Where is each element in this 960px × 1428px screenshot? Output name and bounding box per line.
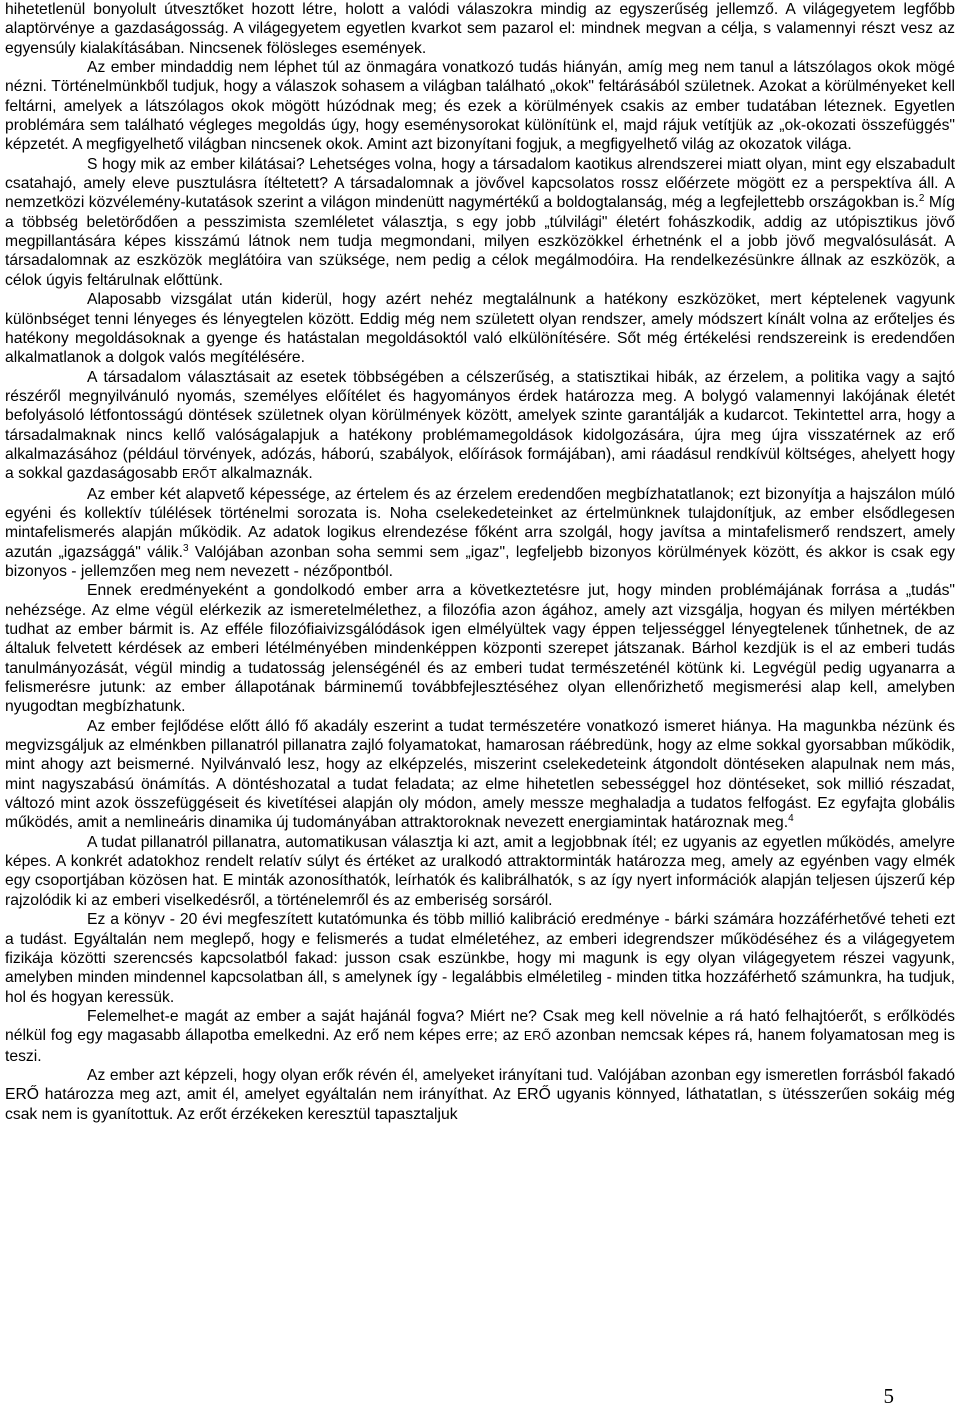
paragraph-text: Az ember két alapvető képessége, az értelem és az érzelem eredendően megbízhatatlanok; ezt bizonyítja a hajszálon múló egyéni és kollektív túlélések történelmi sorozata is. Noha cselekedeteinket az értelmünknek tulajdonítjuk, az ember elsődlegesen mintafelismerés alapján működik. Az adatok logikus elrendezése főként arra szolgál, hogy javítsa a mintafelismerő rendszert, amely azután „igazsággá" válik.: [5, 485, 955, 561]
paragraph: [5, 155, 955, 290]
paragraph: A tudat pillanatról pillanatra, automatikusan választja ki azt, amit a legjobbnak ítél; ez ugyanis az egyetlen működés, amelyre képes. A konkrét adatokhoz rendelt relatív súlyt és értéket az uralkodó attraktorminták határozza meg, amely az egyénben vagy elmék egy csoportjában közösen hat. E minták azonosíthatók, leírhatók és kalibrálhatók, s az így nyert információk alapján teljesen újszerű kép rajzolódik ki az emberi viselkedésről, a történelemről és az emberiség sorsáról.: [5, 833, 955, 909]
paragraph-text: Valójában azonban soha semmi sem „igaz", legfeljebb bizonyos körülmények között, és akkor is csak egy bizonyos - jellemzően meg nem nevezett - nézőpontból.: [5, 543, 955, 580]
paragraph: [5, 485, 955, 582]
footnote-ref: 3: [182, 542, 189, 554]
small-caps-word: ERŐT: [182, 467, 217, 482]
paragraph: Alaposabb vizsgálat után kiderül, hogy azért nehéz megtalálnunk a hatékony eszközöket, mert képtelenek vagyunk különbséget tenni lényeges és lényegtelen között. Eddig még nem született olyan rendszer, amely módszert kínált volna az erőteljes és hatékony megoldásoknak a gyenge és hatástalan megoldásoktól való elkülönítésére. Sőt még értékelési rendszereink is eredendően alkalmatlanok a dolgok valós megítélésére.: [5, 291, 955, 367]
paragraph: Ez a könyv - 20 évi megfeszített kutatómunka és több millió kalibráció eredménye - bárki számára hozzáférhetővé teheti ezt a tudást. Egyáltalán nem meglepő, hogy e felismerés a tudat elméletéhez, az emberi idegrendszer működéséhez és a világegyetem fizikája közötti szerencsés kapcsolatból fakad: jusson csak eszünkbe, hogy mi magunk is egy olyan világegyetem részei vagyunk, amelyben minden mindennel kapcsolatban áll, s amelynek így - legalábbis elméletileg - minden titka hozzáférhető számunkra, ha tudjuk, hol és hogyan keressük.: [5, 911, 955, 1006]
paragraph-text: Míg a többség beletörődően a pesszimista szemléletet választja, s egy jobb „túlvilági" életért fohászkodik, addig az utópisztikus jövő megpillantására képes kisszámú látnok nem tudja megmondani, milyen eszközökkel érhetnénk el a jobb jövő megvalósulását. A társadalomnak az eszközök meglátóira van szüksége, nem pedig a célok megálmodóira. Ha rendelkezésünkre állnak az eszközök, a célok úgyis feltárulnak előttünk.: [5, 194, 955, 289]
paragraph-text: Felemelhet-e magát az ember a saját hajánál fogva? Miért ne? Csak meg kell növelnie a rá ható felhajtóerőt, s erőlködés nélkül fog egy magasabb állapotba emelkedni. Az erő nem képes erre; az: [5, 1007, 955, 1045]
footnote-ref: 4: [788, 813, 794, 825]
paragraph: Ennek eredményeként a gondolkodó ember arra a következtetésre jut, hogy minden problémájának forrása a „tudás" nehézsége. Az elme végül elérkezik az ismeretelmélethez, a filozófia azon ágához, amely azt vizsgálja, hogyan és milyen mértékben tudhat az ember bármit is. Az efféle filozófiaivizsgálódások igen elmélyültek vagy éppen teljességgel lényegtelenek tűnhetnek, de az általuk felvetett kérdések az emberi létélményében mindenképpen központi szerepet játszanak. Bárhol kezdjük is el az emberi tudás tanulmányozását, végül mindig a tudatosság jelenségénél és az emberi tudat természeténél kötünk ki. Legvégül pedig ugyanarra a felismerésre jutunk: az ember állapotának bárminemű továbbfejlesztéséhez olyan ellenőrizhető megismerési alap kell, amelyben nyugodtan megbízhatunk.: [5, 582, 955, 716]
paragraph: [5, 717, 955, 833]
paragraph-text: alkalmaznák.: [216, 465, 313, 483]
document-page: [5, 0, 955, 1124]
paragraph-text: S hogy mik az ember kilátásai? Lehetséges volna, hogy a társadalom kaotikus alrendszerei miatt olyan, mint egy elszabadult csatahajó, amely eleve pusztulásra ítéltetett? A társadalomnak a jövővel kapcsolatos rossz előérzete mögött ez a perspektíva áll. A nemzetközi közvélemény-kutatások szerint a világon mindenütt nagymértékű a boldogtalanság, még a legfejlettebb országokban is.: [5, 155, 955, 212]
paragraph: Az ember mindaddig nem léphet túl az önmagára vonatkozó tudás hiányán, amíg meg nem tanul a látszólagos okok mögé nézni. Történelmünkből tudjuk, hogy a válaszok sohasem a világban található „okok" feltárásából születnek. Azokat a körülményeket kell feltárni, amelyek a látszólagos okok mögött húzódnak meg; és ezek a körülmények csakis az ember tudatában léteznek. Egyetlen problémára sem található végleges megoldás úgy, hogy eseménysorokat különítünk el, majd rájuk vetítjük az „ok-okozati összefüggés" képzetét. A megfigyelhető világban nincsenek okok. Amint azt bizonyítani fogjuk, a megfigyelhető világ az okozatok világa.: [5, 59, 955, 154]
paragraph: [5, 368, 955, 485]
page-number: 5: [883, 1384, 894, 1408]
footnote-ref: 2: [918, 193, 925, 205]
small-caps-word: ERŐ: [523, 1029, 551, 1044]
paragraph-text: Az ember fejlődése előtt álló fő akadály eszerint a tudat természetére vonatkozó ismeret hiánya. Ha magunkba nézünk és megvizsgáljuk az elménkben pillanatról pillanatra zajló folyamatokat, hamarosan ráébredünk, hogy az elme sokkal gyorsabban működik, mint ahogy azt beismerné. Nyilvánvaló lesz, hogy az elképzelés, miszerint cselekedeteink átgondolt döntéseken alapulnak nem más, mint nagyszabású önámítás. A döntéshozatal a tudat feladata; az elme hihetetlen sebességgel hoz döntéseket, sok millió részadat, változó mint azok összefüggéseit és kivetítései alapján oly módon, amely messze meghaladja a tudatos felfogást. Ez egyfajta globális működés, amit a nemlineáris dinamika új tudományában attraktoroknak nevezett energiamintak határoznak meg.: [5, 717, 955, 832]
paragraph-text: azonban nemcsak képes rá, hanem folyamatosan meg is teszi.: [5, 1027, 955, 1065]
paragraph-text: A társadalom választásait az esetek többségében a célszerűség, a statisztikai hibák, az érzelem, a politika vagy a sajtó részéről megnyilvánuló nyomás, személyes előítélet és hagyományos érdek határozza meg. A bolygó valamennyi lakójának életét befolyásoló létfontosságú döntések születnek olyan körülmények között, amelyek szinte garantálják a kudarcot. Tekintettel arra, hogy a társadalmaknak nincs kellő valóságalapjuk a hatékony problémamegoldások kidolgozására, újra meg újra visszatérnek az erő alkalmazásához (például törvények, adózás, háború, szabályok, előírások formájában), ami ráadásul rendkívül költséges, ahelyett hogy a sokkal gazdaságosabb: [5, 368, 955, 483]
paragraph: Az ember azt képzeli, hogy olyan erők révén él, amelyeket irányítani tud. Valójában azonban egy ismeretlen forrásból fakadó ERŐ határozza meg azt, amit él, amelyet egyáltalán nem irányíthat. Az ERŐ ugyanis könnyed, láthatatlan, s ütésszerűen sokáig még csak nem is gyanítottuk. Az erőt érzékeken keresztül tapasztaljuk: [5, 1066, 955, 1123]
paragraph: hihetetlenül bonyolult útvesztőket hozott létre, holott a valódi válaszokra mindig az egyszerűség jellemző. A világegyetem legfőbb alaptörvénye a gazdaságosság. A világegyetem egyetlen kvarkot sem pazarol el: mindnek megvan a célja, s valamennyi részt vesz az egyensúly kialakításában. Nincsenek fölösleges események.: [5, 1, 955, 57]
paragraph: [5, 1007, 955, 1066]
